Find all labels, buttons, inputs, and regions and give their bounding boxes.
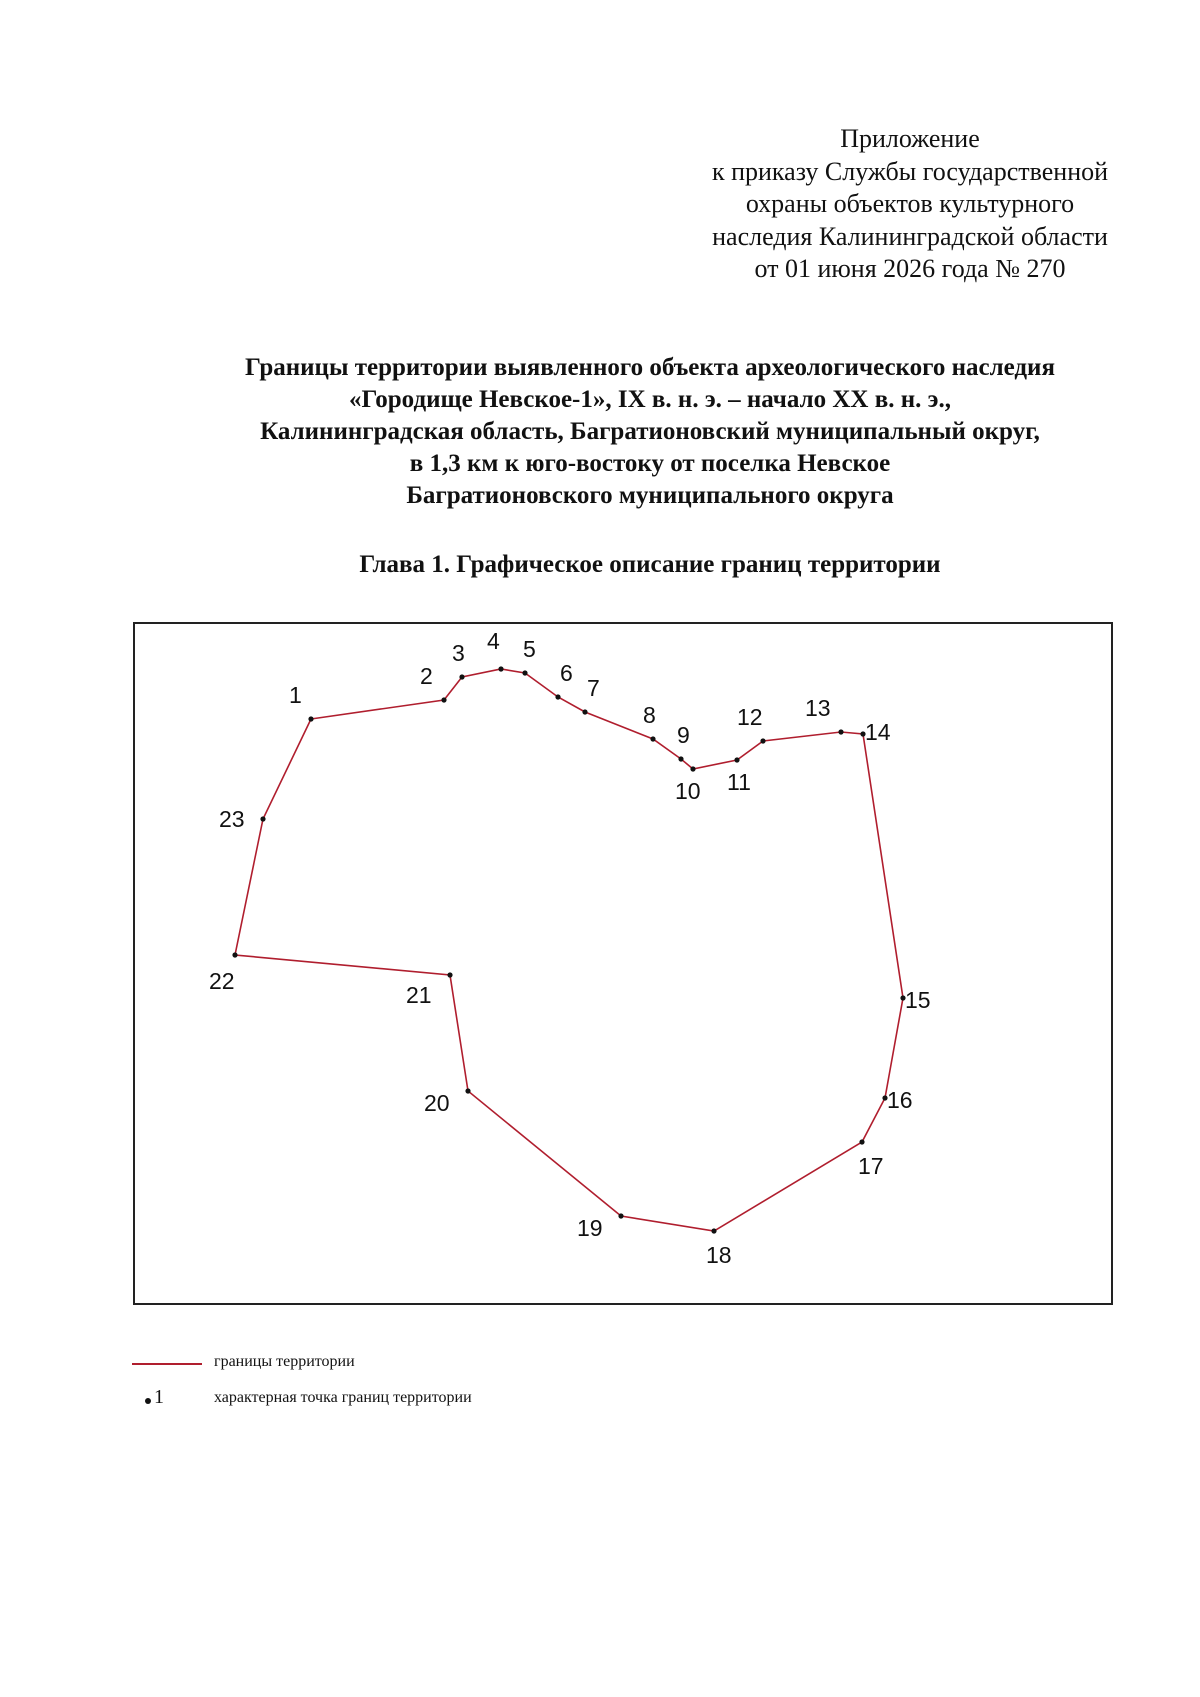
boundary-point-label-11: 11 xyxy=(727,769,751,795)
boundary-point-20 xyxy=(465,1088,470,1093)
boundary-point-7 xyxy=(582,709,587,714)
boundary-point-label-8: 8 xyxy=(643,702,656,728)
appendix-header xyxy=(690,123,1130,286)
boundary-point-label-1: 1 xyxy=(289,682,302,708)
boundary-point-3 xyxy=(459,674,464,679)
title-line: Калининградская область, Багратионовский муниципальный округ, xyxy=(260,418,1040,445)
legend-point-text: характерная точка границ территории xyxy=(214,1389,472,1406)
boundary-point-23 xyxy=(260,816,265,821)
legend-point-dot xyxy=(145,1398,151,1404)
boundary-point-label-14: 14 xyxy=(865,719,891,745)
boundary-point-label-7: 7 xyxy=(587,675,600,701)
legend-point-number: 1 xyxy=(154,1386,164,1408)
boundary-point-label-12: 12 xyxy=(737,704,763,730)
appendix-line: Приложение xyxy=(840,124,980,153)
boundary-point-label-16: 16 xyxy=(887,1087,913,1113)
boundary-point-label-17: 17 xyxy=(858,1153,884,1179)
appendix-line: наследия Калининградской области xyxy=(712,221,1108,251)
boundary-map-svg xyxy=(135,624,1111,1303)
boundary-point-label-20: 20 xyxy=(424,1090,450,1116)
boundary-point-label-13: 13 xyxy=(805,695,831,721)
boundary-point-17 xyxy=(859,1139,864,1144)
boundary-point-label-2: 2 xyxy=(420,663,433,689)
boundary-point-label-22: 22 xyxy=(209,968,235,994)
boundary-point-label-5: 5 xyxy=(523,636,536,662)
boundary-map xyxy=(133,622,1113,1305)
boundary-point-5 xyxy=(522,670,527,675)
boundary-point-label-23: 23 xyxy=(219,806,245,832)
boundary-point-12 xyxy=(760,738,765,743)
boundary-point-18 xyxy=(711,1228,716,1233)
boundary-point-11 xyxy=(734,757,739,762)
boundary-point-label-6: 6 xyxy=(560,660,573,686)
boundary-point-22 xyxy=(232,952,237,957)
boundary-point-label-10: 10 xyxy=(675,778,701,804)
boundary-point-13 xyxy=(838,729,843,734)
boundary-point-label-4: 4 xyxy=(487,628,500,654)
boundary-point-9 xyxy=(678,756,683,761)
boundary-point-10 xyxy=(690,766,695,771)
document-title xyxy=(150,352,1150,512)
title-line: в 1,3 км к юго-востоку от поселка Невское xyxy=(409,450,891,477)
boundary-point-label-18: 18 xyxy=(706,1242,732,1268)
boundary-point-label-21: 21 xyxy=(406,982,432,1008)
boundary-point-label-19: 19 xyxy=(577,1215,603,1241)
boundary-point-4 xyxy=(498,666,503,671)
appendix-line: охраны объектов культурного xyxy=(745,189,1075,218)
chapter-heading: Глава 1. Графическое описание границ территории xyxy=(359,551,941,578)
boundary-point-21 xyxy=(447,972,452,977)
boundary-point-1 xyxy=(308,716,313,721)
title-line: Границы территории выявленного объекта археологического наследия xyxy=(245,354,1055,381)
appendix-line: к приказу Службы государственной xyxy=(711,156,1109,186)
boundary-point-6 xyxy=(555,694,560,699)
legend-boundary-line xyxy=(132,1363,202,1365)
title-line: Багратионовского муниципального округа xyxy=(406,482,894,509)
boundary-point-2 xyxy=(441,697,446,702)
title-line: «Городище Невское-1», IX в. н. э. – начало XX в. н. э., xyxy=(349,386,951,413)
appendix-line: от 01 июня 2026 года № 270 xyxy=(754,254,1066,283)
boundary-point-8 xyxy=(650,736,655,741)
boundary-point-19 xyxy=(618,1213,623,1218)
territory-boundary-line xyxy=(235,669,903,1231)
boundary-point-label-15: 15 xyxy=(905,987,931,1013)
boundary-point-label-3: 3 xyxy=(452,640,465,666)
boundary-point-label-9: 9 xyxy=(677,722,690,748)
legend-boundary-text: границы территории xyxy=(214,1353,355,1370)
